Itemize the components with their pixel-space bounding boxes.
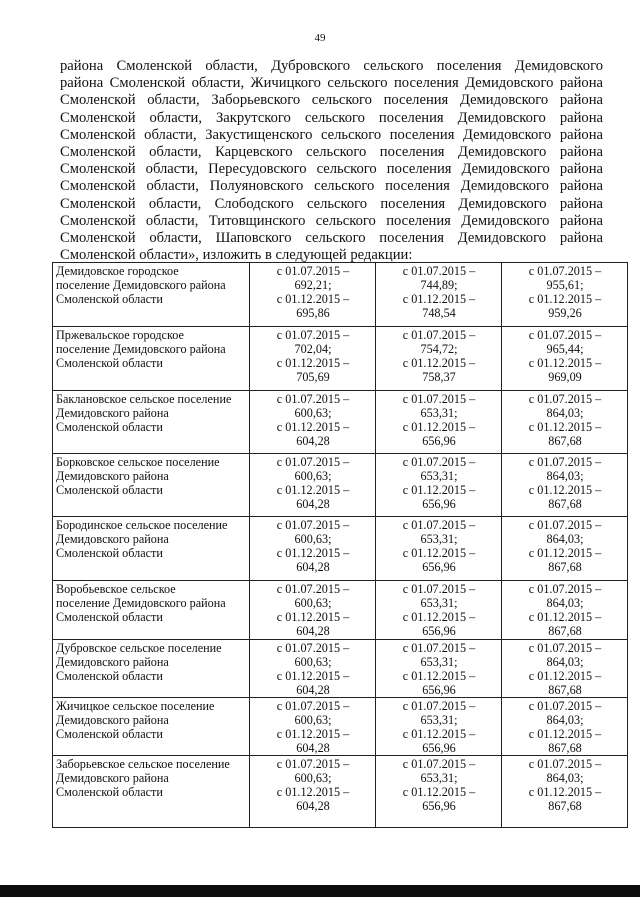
cell-line: Смоленской области: [56, 727, 163, 741]
intro-line: Смоленской области», изложить в следующей редакции:: [60, 247, 413, 264]
cell-line: 748,54: [422, 306, 456, 320]
table-row: [53, 327, 628, 391]
tariff-cell-2: [376, 640, 502, 698]
cell-line: Пржевальское городское: [56, 328, 184, 342]
cell-line: 955,61;: [546, 278, 584, 292]
tariff-table: [52, 262, 628, 828]
settlement-name-cell: [53, 517, 250, 581]
cell-line: с 01.07.2015 –: [528, 455, 602, 469]
cell-line: с 01.12.2015 –: [528, 785, 602, 799]
intro-line: Смоленской области, Титовщинского сельского поселения Демидовского района: [60, 212, 603, 229]
cell-line: Демидовское городское: [56, 264, 179, 278]
cell-line: Демидовского района: [56, 406, 169, 420]
cell-line: 864,03;: [546, 771, 584, 785]
tariff-cell-3: [502, 517, 628, 581]
cell-line: 600,63;: [294, 596, 332, 610]
cell-line: 656,96: [422, 497, 456, 511]
cell-line: с 01.07.2015 –: [402, 582, 476, 596]
cell-line: 864,03;: [546, 713, 584, 727]
cell-line: 867,68: [548, 683, 582, 697]
tariff-cell-1: [250, 640, 376, 698]
cell-line: 864,03;: [546, 655, 584, 669]
cell-line: с 01.07.2015 –: [276, 264, 350, 278]
cell-line: с 01.12.2015 –: [276, 546, 350, 560]
cell-line: с 01.07.2015 –: [402, 455, 476, 469]
settlement-name-cell: [53, 391, 250, 454]
cell-line: 758,37: [422, 370, 456, 384]
cell-line: 653,31;: [420, 713, 458, 727]
cell-line: 867,68: [548, 799, 582, 813]
cell-line: 604,28: [296, 624, 330, 638]
cell-line: с 01.12.2015 –: [528, 483, 602, 497]
settlement-name-cell: [53, 698, 250, 756]
cell-line: с 01.07.2015 –: [528, 264, 602, 278]
cell-line: с 01.07.2015 –: [528, 641, 602, 655]
cell-line: Смоленской области: [56, 669, 163, 683]
cell-line: Смоленской области: [56, 546, 163, 560]
cell-line: 604,28: [296, 497, 330, 511]
cell-line: с 01.12.2015 –: [276, 483, 350, 497]
intro-line: Смоленской области, Полуяновского сельского поселения Демидовского района: [60, 178, 603, 195]
cell-line: с 01.07.2015 –: [402, 392, 476, 406]
table-row: [53, 517, 628, 581]
cell-line: Баклановское сельское поселение: [56, 392, 232, 406]
cell-line: с 01.12.2015 –: [528, 292, 602, 306]
cell-line: с 01.07.2015 –: [402, 757, 476, 771]
cell-line: 705,69: [296, 370, 330, 384]
cell-line: Смоленской области: [56, 483, 163, 497]
cell-line: с 01.12.2015 –: [276, 292, 350, 306]
tariff-cell-3: [502, 581, 628, 640]
cell-line: с 01.07.2015 –: [276, 455, 350, 469]
cell-line: с 01.07.2015 –: [276, 328, 350, 342]
cell-line: 867,68: [548, 560, 582, 574]
settlement-name-cell: [53, 640, 250, 698]
cell-line: 864,03;: [546, 469, 584, 483]
tariff-cell-3: [502, 756, 628, 828]
tariff-cell-1: [250, 391, 376, 454]
cell-line: с 01.12.2015 –: [276, 785, 350, 799]
tariff-cell-3: [502, 327, 628, 391]
tariff-cell-2: [376, 263, 502, 327]
cell-line: с 01.12.2015 –: [402, 610, 476, 624]
cell-line: Смоленской области: [56, 420, 163, 434]
cell-line: Демидовского района: [56, 771, 169, 785]
cell-line: 867,68: [548, 624, 582, 638]
cell-line: Смоленской области: [56, 356, 163, 370]
cell-line: 656,96: [422, 799, 456, 813]
cell-line: с 01.12.2015 –: [528, 356, 602, 370]
cell-line: поселение Демидовского района: [56, 278, 226, 292]
cell-line: Жичицкое сельское поселение: [56, 699, 215, 713]
cell-line: с 01.07.2015 –: [528, 392, 602, 406]
tariff-cell-1: [250, 263, 376, 327]
cell-line: с 01.12.2015 –: [528, 610, 602, 624]
intro-line: Смоленской области, Карцевского сельского поселения Демидовского района: [60, 143, 603, 160]
cell-line: 604,28: [296, 799, 330, 813]
cell-line: с 01.07.2015 –: [276, 582, 350, 596]
cell-line: 600,63;: [294, 713, 332, 727]
cell-line: с 01.07.2015 –: [528, 757, 602, 771]
cell-line: Воробьевское сельское: [56, 582, 176, 596]
table-row: [53, 581, 628, 640]
cell-line: поселение Демидовского района: [56, 342, 226, 356]
cell-line: с 01.12.2015 –: [528, 420, 602, 434]
tariff-cell-1: [250, 517, 376, 581]
cell-line: 744,89;: [420, 278, 458, 292]
cell-line: 656,96: [422, 434, 456, 448]
tariff-table-body: [53, 263, 628, 828]
settlement-name-cell: [53, 327, 250, 391]
tariff-cell-3: [502, 640, 628, 698]
cell-line: с 01.12.2015 –: [276, 610, 350, 624]
cell-line: 604,28: [296, 741, 330, 755]
tariff-cell-2: [376, 581, 502, 640]
scan-bottom-edge: [0, 885, 640, 897]
page-number: 49: [314, 32, 326, 44]
cell-line: 653,31;: [420, 655, 458, 669]
cell-line: поселение Демидовского района: [56, 596, 226, 610]
cell-line: с 01.07.2015 –: [528, 582, 602, 596]
cell-line: 864,03;: [546, 406, 584, 420]
cell-line: с 01.07.2015 –: [276, 641, 350, 655]
cell-line: 656,96: [422, 741, 456, 755]
table-row: [53, 756, 628, 828]
cell-line: 959,26: [548, 306, 582, 320]
intro-line: Смоленской области, Закрутского сельского поселения Демидовского района: [60, 109, 603, 126]
cell-line: Смоленской области: [56, 610, 163, 624]
table-row: [53, 391, 628, 454]
settlement-name-cell: [53, 263, 250, 327]
tariff-cell-3: [502, 454, 628, 517]
intro-line: Смоленской области, Пересудовского сельского поселения Демидовского района: [60, 161, 603, 178]
cell-line: с 01.12.2015 –: [276, 420, 350, 434]
tariff-cell-2: [376, 454, 502, 517]
table-row: [53, 640, 628, 698]
settlement-name-cell: [53, 581, 250, 640]
cell-line: 965,44;: [546, 342, 584, 356]
cell-line: Демидовского района: [56, 655, 169, 669]
cell-line: Демидовского района: [56, 713, 169, 727]
cell-line: с 01.07.2015 –: [276, 699, 350, 713]
cell-line: с 01.12.2015 –: [276, 669, 350, 683]
cell-line: 695,86: [296, 306, 330, 320]
cell-line: 604,28: [296, 683, 330, 697]
cell-line: с 01.07.2015 –: [276, 518, 350, 532]
tariff-cell-1: [250, 327, 376, 391]
cell-line: 702,04;: [294, 342, 332, 356]
cell-line: с 01.12.2015 –: [402, 356, 476, 370]
cell-line: 864,03;: [546, 596, 584, 610]
cell-line: Заборьевское сельское поселение: [56, 757, 230, 771]
intro-line: района Смоленской области, Жичицкого сельского поселения Демидовского района: [60, 75, 603, 92]
cell-line: 600,63;: [294, 771, 332, 785]
cell-line: 600,63;: [294, 655, 332, 669]
intro-line: района Смоленской области, Дубровского сельского поселения Демидовского: [60, 58, 603, 74]
cell-line: с 01.12.2015 –: [402, 292, 476, 306]
cell-line: 867,68: [548, 741, 582, 755]
cell-line: с 01.12.2015 –: [528, 546, 602, 560]
cell-line: с 01.12.2015 –: [402, 785, 476, 799]
cell-line: 754,72;: [420, 342, 458, 356]
cell-line: с 01.12.2015 –: [402, 727, 476, 741]
cell-line: 600,63;: [294, 406, 332, 420]
intro-line: Смоленской области, Закустищенского сельского поселения Демидовского района: [60, 126, 603, 143]
cell-line: Смоленской области: [56, 785, 163, 799]
cell-line: с 01.12.2015 –: [528, 669, 602, 683]
tariff-cell-1: [250, 581, 376, 640]
cell-line: 600,63;: [294, 532, 332, 546]
cell-line: Демидовского района: [56, 469, 169, 483]
cell-line: с 01.07.2015 –: [276, 757, 350, 771]
cell-line: 969,09: [548, 370, 582, 384]
cell-line: 656,96: [422, 624, 456, 638]
cell-line: с 01.07.2015 –: [528, 518, 602, 532]
cell-line: с 01.12.2015 –: [528, 727, 602, 741]
cell-line: 653,31;: [420, 469, 458, 483]
tariff-cell-2: [376, 698, 502, 756]
cell-line: 600,63;: [294, 469, 332, 483]
cell-line: 692,21;: [294, 278, 332, 292]
cell-line: 604,28: [296, 434, 330, 448]
tariff-cell-2: [376, 756, 502, 828]
cell-line: с 01.07.2015 –: [402, 518, 476, 532]
tariff-cell-3: [502, 391, 628, 454]
cell-line: с 01.07.2015 –: [528, 328, 602, 342]
cell-line: Демидовского района: [56, 532, 169, 546]
cell-line: 653,31;: [420, 406, 458, 420]
cell-line: Смоленской области: [56, 292, 163, 306]
tariff-cell-2: [376, 517, 502, 581]
cell-line: с 01.07.2015 –: [402, 641, 476, 655]
intro-line: Смоленской области, Заборьевского сельского поселения Демидовского района: [60, 92, 603, 109]
cell-line: 604,28: [296, 560, 330, 574]
cell-line: с 01.12.2015 –: [402, 483, 476, 497]
tariff-cell-1: [250, 698, 376, 756]
tariff-cell-2: [376, 391, 502, 454]
cell-line: 653,31;: [420, 771, 458, 785]
tariff-cell-1: [250, 756, 376, 828]
cell-line: 653,31;: [420, 596, 458, 610]
cell-line: 656,96: [422, 683, 456, 697]
settlement-name-cell: [53, 454, 250, 517]
table-row: [53, 698, 628, 756]
cell-line: с 01.12.2015 –: [402, 420, 476, 434]
intro-line: Смоленской области, Слободского сельского поселения Демидовского района: [60, 195, 603, 212]
cell-line: с 01.12.2015 –: [276, 727, 350, 741]
cell-line: с 01.12.2015 –: [276, 356, 350, 370]
cell-line: с 01.07.2015 –: [276, 392, 350, 406]
cell-line: с 01.07.2015 –: [528, 699, 602, 713]
tariff-cell-3: [502, 698, 628, 756]
table-row: [53, 454, 628, 517]
tariff-cell-1: [250, 454, 376, 517]
cell-line: Бородинское сельское поселение: [56, 518, 228, 532]
cell-line: с 01.12.2015 –: [402, 669, 476, 683]
cell-line: Дубровское сельское поселение: [56, 641, 222, 655]
cell-line: с 01.07.2015 –: [402, 264, 476, 278]
intro-line: Смоленской области, Шаповского сельского поселения Демидовского района: [60, 229, 603, 246]
cell-line: 864,03;: [546, 532, 584, 546]
tariff-cell-2: [376, 327, 502, 391]
settlement-name-cell: [53, 756, 250, 828]
cell-line: с 01.07.2015 –: [402, 328, 476, 342]
cell-line: Борковское сельское поселение: [56, 455, 220, 469]
cell-line: 653,31;: [420, 532, 458, 546]
cell-line: 867,68: [548, 497, 582, 511]
cell-line: с 01.12.2015 –: [402, 546, 476, 560]
intro-paragraph: [60, 58, 603, 264]
cell-line: с 01.07.2015 –: [402, 699, 476, 713]
cell-line: 656,96: [422, 560, 456, 574]
cell-line: 867,68: [548, 434, 582, 448]
table-row: [53, 263, 628, 327]
tariff-cell-3: [502, 263, 628, 327]
